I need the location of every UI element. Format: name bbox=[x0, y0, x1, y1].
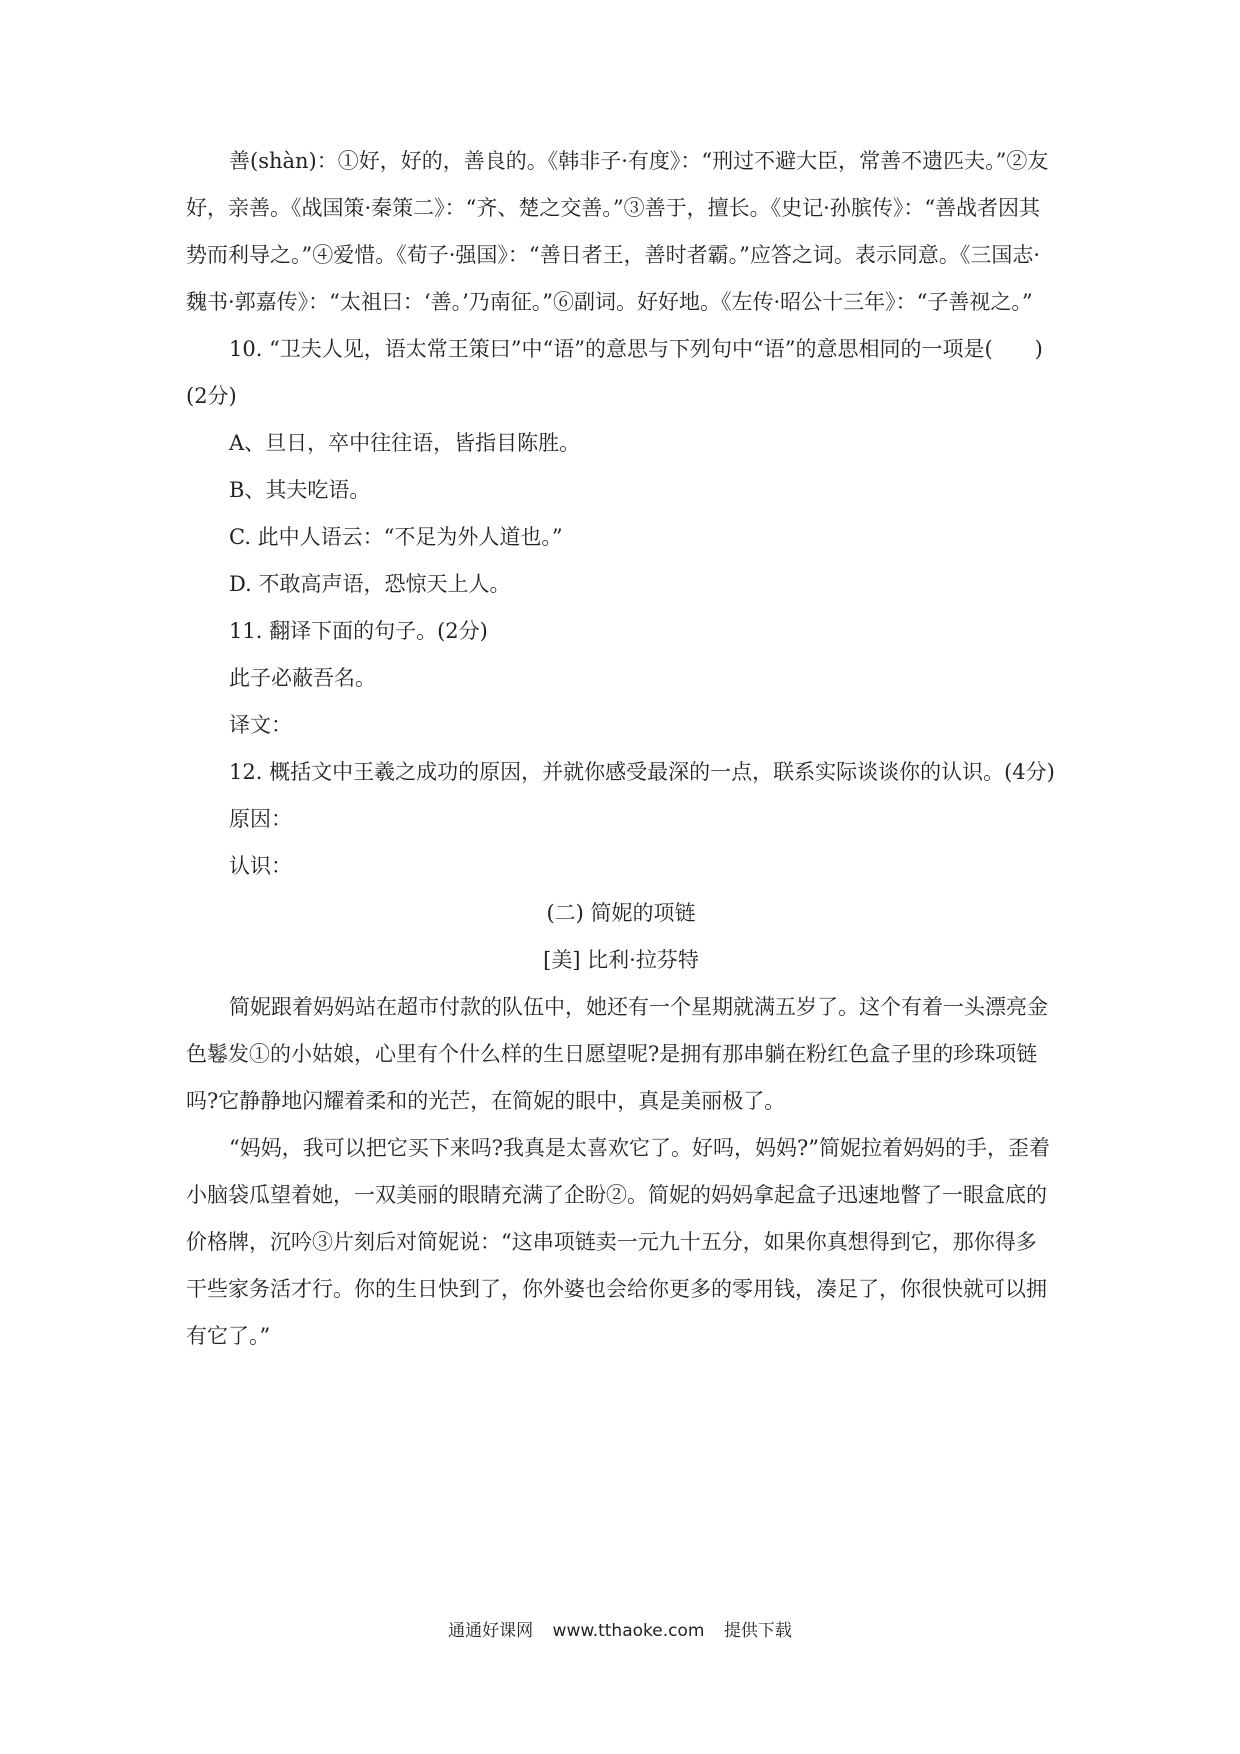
question-11-answer-label: 译文： bbox=[229, 713, 292, 737]
story-paragraph-1: 简妮跟着妈妈站在超市付款的队伍中，她还有一个星期就满五岁了。这个有着一头漂亮金色鬈发①的小姑娘，心里有个什么样的生日愿望呢?是拥有那串躺在粉红色盒子里的珍珠项链吗?它静静地闪耀着柔和的光芒，在简妮的眼中，真是美丽极了。 bbox=[186, 995, 1048, 1113]
question-12-view-label: 认识： bbox=[229, 854, 292, 878]
page-content bbox=[186, 138, 1056, 1360]
question-12: 12. 概括文中王羲之成功的原因，并就你感受最深的一点，联系实际谈谈你的认识。(4分) bbox=[229, 760, 1055, 784]
footer-note: 提供下载 bbox=[723, 1621, 792, 1641]
footer-site-name: 通通好课网 bbox=[448, 1621, 534, 1641]
question-10-option-c: C. 此中人语云：“不足为外人道也。” bbox=[229, 525, 563, 549]
footer-url: www.tthaoke.com bbox=[552, 1621, 705, 1641]
question-10-option-d: D. 不敢高声语，恐惊天上人。 bbox=[229, 572, 511, 596]
question-12-reason-label: 原因： bbox=[229, 807, 292, 831]
story-paragraph-2: “妈妈，我可以把它买下来吗?我真是太喜欢它了。好吗，妈妈?”简妮拉着妈妈的手，歪着小脑袋瓜望着她，一双美丽的眼睛充满了企盼②。简妮的妈妈拿起盒子迅速地瞥了一眼盒底的价格牌，沉吟③片刻后对简妮说：“这串项链卖一元九十五分，如果你真想得到它，那你得多干些家务活才行。你的生日快到了，你外婆也会给你更多的零用钱，凑足了，你很快就可以拥有它了。” bbox=[186, 1136, 1050, 1348]
question-10: 10. “卫夫人见，语太常王策曰”中“语”的意思与下列句中“语”的意思相同的一项是( )(2分) bbox=[186, 337, 1043, 408]
question-10-option-a: A、旦日，卒中往往语，皆指目陈胜。 bbox=[229, 431, 581, 455]
question-11-sentence: 此子必蔽吾名。 bbox=[229, 666, 376, 690]
page-footer bbox=[0, 1616, 1240, 1641]
section-title: (二) 简妮的项链 bbox=[546, 901, 696, 925]
section-author: [美] 比利·拉芬特 bbox=[543, 948, 699, 972]
question-11: 11. 翻译下面的句子。(2分) bbox=[229, 619, 488, 643]
question-10-option-b: B、其夫吃语。 bbox=[229, 478, 371, 502]
definition-paragraph: 善(shàn)：①好，好的，善良的。《韩非子·有度》：“刑过不避大臣，常善不遗匹夫。”②友好，亲善。《战国策·秦策二》：“齐、楚之交善。”③善于，擅长。《史记·孙膑传》：“善战者因其势而利导之。”④爱惜。《荀子·强国》：“善日者王，善时者霸。”应答之词。表示同意。《三国志·魏书·郭嘉传》：“太祖曰：‘善。’乃南征。”⑥副词。好好地。《左传·昭公十三年》：“子善视之。” bbox=[186, 149, 1049, 314]
